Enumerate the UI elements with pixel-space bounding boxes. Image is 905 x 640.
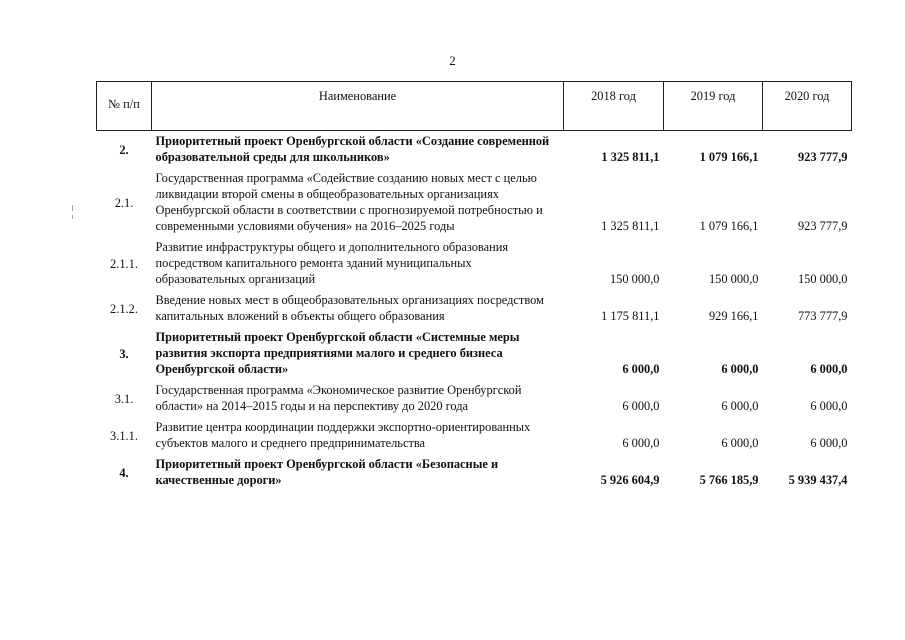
row-value-2018: 150 000,0 [609,272,660,286]
row-value-2020: 6 000,0 [810,436,848,450]
row-value-2020: 150 000,0 [797,272,848,286]
table-row [97,417,852,454]
row-value-2020: 6 000,0 [810,362,848,376]
row-value-2020: 773 777,9 [797,309,848,323]
row-number: 2.1. [114,195,134,210]
row-number: 3.1.1. [110,428,138,443]
table-row [97,131,852,169]
row-name: Развитие центра координации поддержки экспортно-ориентированных субъектов малого и среднего предпринимательства [155,420,531,450]
row-value-2020: 923 777,9 [797,219,848,233]
page-number: 2 [449,53,456,68]
header-number: № п/п [97,82,152,131]
row-name: Приоритетный проект Оренбургской области «Безопасные и качественные дороги» [155,457,499,487]
table-row [97,290,852,327]
row-number: 4. [119,465,129,480]
row-value-2019: 929 166,1 [708,309,759,323]
scan-mark [72,205,73,211]
row-value-2020: 6 000,0 [810,399,848,413]
table-row [97,327,852,380]
row-name: Развитие инфраструктуры общего и дополнительного образования посредством капитального ремонта зданий муниципальных образовательных организаций [155,240,509,286]
header-2018: 2018 год [564,82,664,131]
table-row [97,168,852,237]
row-value-2018: 6 000,0 [622,436,660,450]
row-value-2019: 150 000,0 [708,272,759,286]
row-name: Введение новых мест в общеобразовательных организациях посредством капитальных вложений в объекты общего образования [155,293,544,323]
row-number: 2.1.1. [110,256,138,271]
row-value-2019: 1 079 166,1 [699,219,759,233]
row-name: Приоритетный проект Оренбургской области «Системные меры развития экспорта предприятиями малого и среднего бизнеса Оренбургской области» [155,330,520,376]
row-value-2019: 1 079 166,1 [699,150,759,164]
row-value-2018: 1 325 811,1 [601,219,660,233]
row-number: 2. [119,142,129,157]
row-value-2018: 1 325 811,1 [601,150,660,164]
row-value-2018: 1 175 811,1 [601,309,660,323]
header-name: Наименование [152,82,564,131]
row-number: 3. [119,346,129,361]
table-header-row [97,82,852,131]
row-number: 2.1.2. [110,301,138,316]
row-value-2019: 6 000,0 [721,362,759,376]
header-2019: 2019 год [664,82,763,131]
header-2020: 2020 год [763,82,852,131]
row-value-2019: 6 000,0 [721,436,759,450]
budget-table [96,81,852,491]
row-value-2018: 6 000,0 [622,399,660,413]
table-row [97,380,852,417]
row-name: Государственная программа «Экономическое развитие Оренбургской области» на 2014–2015 годы и на перспективу до 2020 года [155,383,522,413]
row-value-2019: 6 000,0 [721,399,759,413]
table-row [97,237,852,290]
row-value-2020: 5 939 437,4 [788,473,848,487]
row-value-2018: 5 926 604,9 [600,473,660,487]
row-name: Приоритетный проект Оренбургской области «Создание современной образовательной среды для школьников» [155,134,550,164]
row-value-2019: 5 766 185,9 [699,473,759,487]
row-name: Государственная программа «Содействие созданию новых мест с целью ликвидации второй смены в общеобразовательных организациях Оренбургской области в соответствии с прогнозируемой потребностью и современными условиями обучения» на 2016–2025 годы [155,171,543,233]
row-value-2018: 6 000,0 [622,362,660,376]
row-number: 3.1. [114,391,134,406]
table-row [97,454,852,491]
scan-mark [72,215,73,219]
row-value-2020: 923 777,9 [797,150,848,164]
